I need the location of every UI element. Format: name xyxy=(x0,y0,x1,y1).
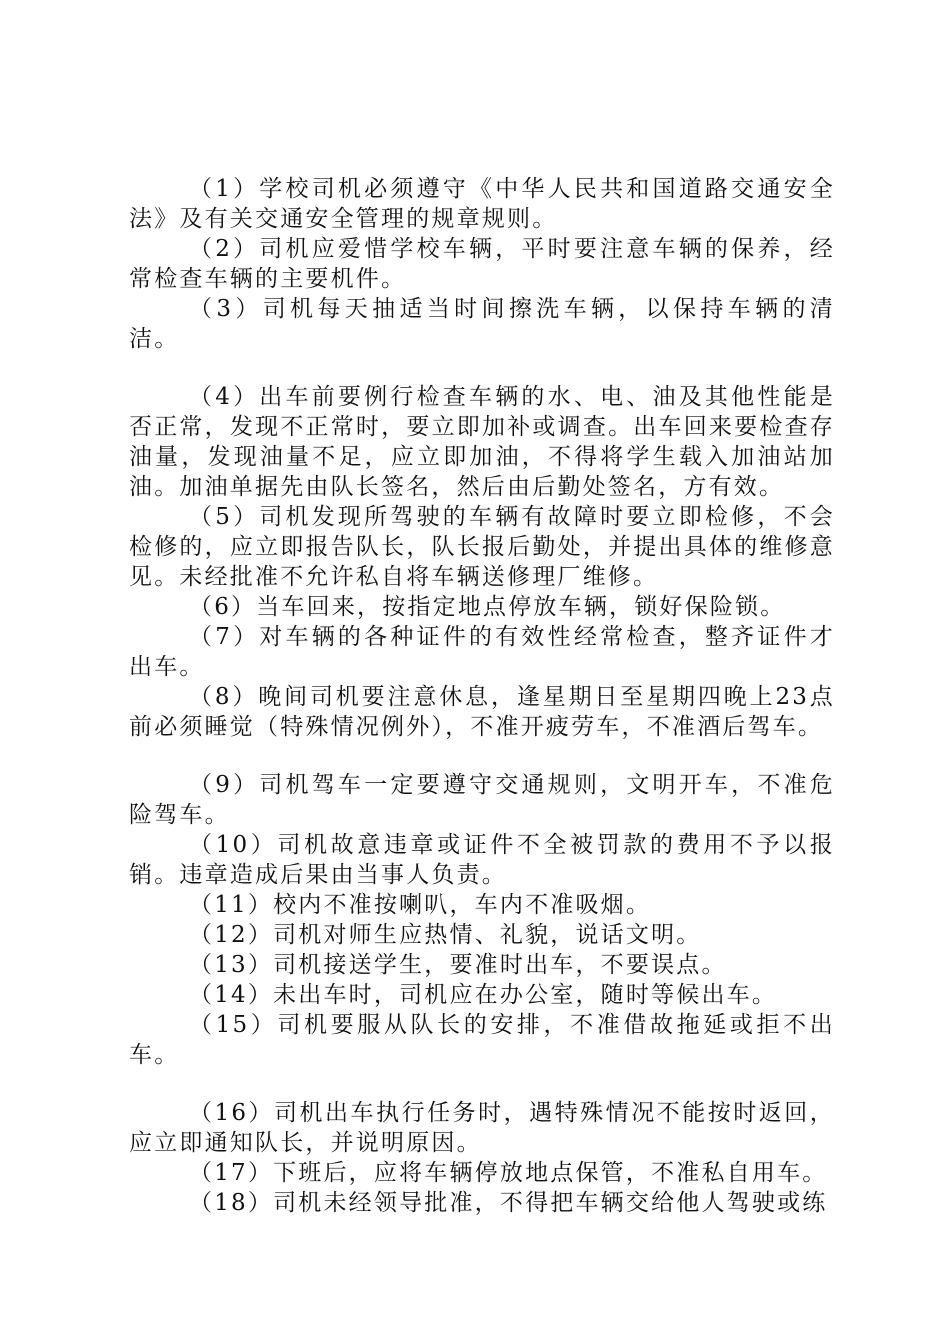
paragraph-11: （11）校内不准按喇叭，车内不准吸烟。 xyxy=(189,892,652,918)
paragraph-14: （14）未出车时，司机应在办公室，随时等候出车。 xyxy=(189,982,778,1008)
paragraph-6: （6）当车回来，按指定地点停放车辆，锁好保险锁。 xyxy=(189,594,786,620)
paragraph-2: （2）司机应爱惜学校车辆，平时要注意车辆的保养，经常检查车辆的主要机件。 xyxy=(129,236,835,292)
paragraph-18: （18）司机未经领导批准，不得把车辆交给他人驾驶或练 xyxy=(189,1190,828,1216)
paragraph-9: （9）司机驾车一定要遵守交通规则，文明开车，不准危险驾车。 xyxy=(129,772,835,828)
paragraph-17: （17）下班后，应将车辆停放地点保管，不准私自用车。 xyxy=(189,1160,828,1186)
paragraph-15: （15）司机要服从队长的安排，不准借故拖延或拒不出车。 xyxy=(129,1012,835,1068)
paragraph-8: （8）晚间司机要注意休息，逢星期日至星期四晚上23点前必须睡觉（特殊情况例外），不准开疲劳车，不准酒后驾车。 xyxy=(129,684,835,740)
paragraph-3: （3）司机每天抽适当时间擦洗车辆，以保持车辆的清洁。 xyxy=(129,296,835,352)
paragraph-16: （16）司机出车执行任务时，遇特殊情况不能按时返回，应立即通知队长，并说明原因。 xyxy=(129,1100,835,1156)
paragraph-1: （1）学校司机必须遵守《中华人民共和国道路交通安全法》及有关交通安全管理的规章规则。 xyxy=(129,176,835,232)
paragraph-12: （12）司机对师生应热情、礼貌，说话文明。 xyxy=(189,922,702,948)
paragraph-13: （13）司机接送学生，要准时出车，不要误点。 xyxy=(189,952,727,978)
paragraph-5: （5）司机发现所驾驶的车辆有故障时要立即检修，不会检修的，应立即报告队长，队长报后勤处，并提出具体的维修意见。未经批准不允许私自将车辆送修理厂维修。 xyxy=(129,504,835,590)
document-body xyxy=(129,174,835,1218)
paragraph-10: （10）司机故意违章或证件不全被罚款的费用不予以报销。违章造成后果由当事人负责。 xyxy=(129,832,835,888)
paragraph-4: （4）出车前要例行检查车辆的水、电、油及其他性能是否正常，发现不正常时，要立即加补或调查。出车回来要检查存油量，发现油量不足，应立即加油，不得将学生载入加油站加油。加油单据先由队长签名，然后由后勤处签名，方有效。 xyxy=(129,384,835,500)
paragraph-7: （7）对车辆的各种证件的有效性经常检查，整齐证件才出车。 xyxy=(129,624,835,680)
